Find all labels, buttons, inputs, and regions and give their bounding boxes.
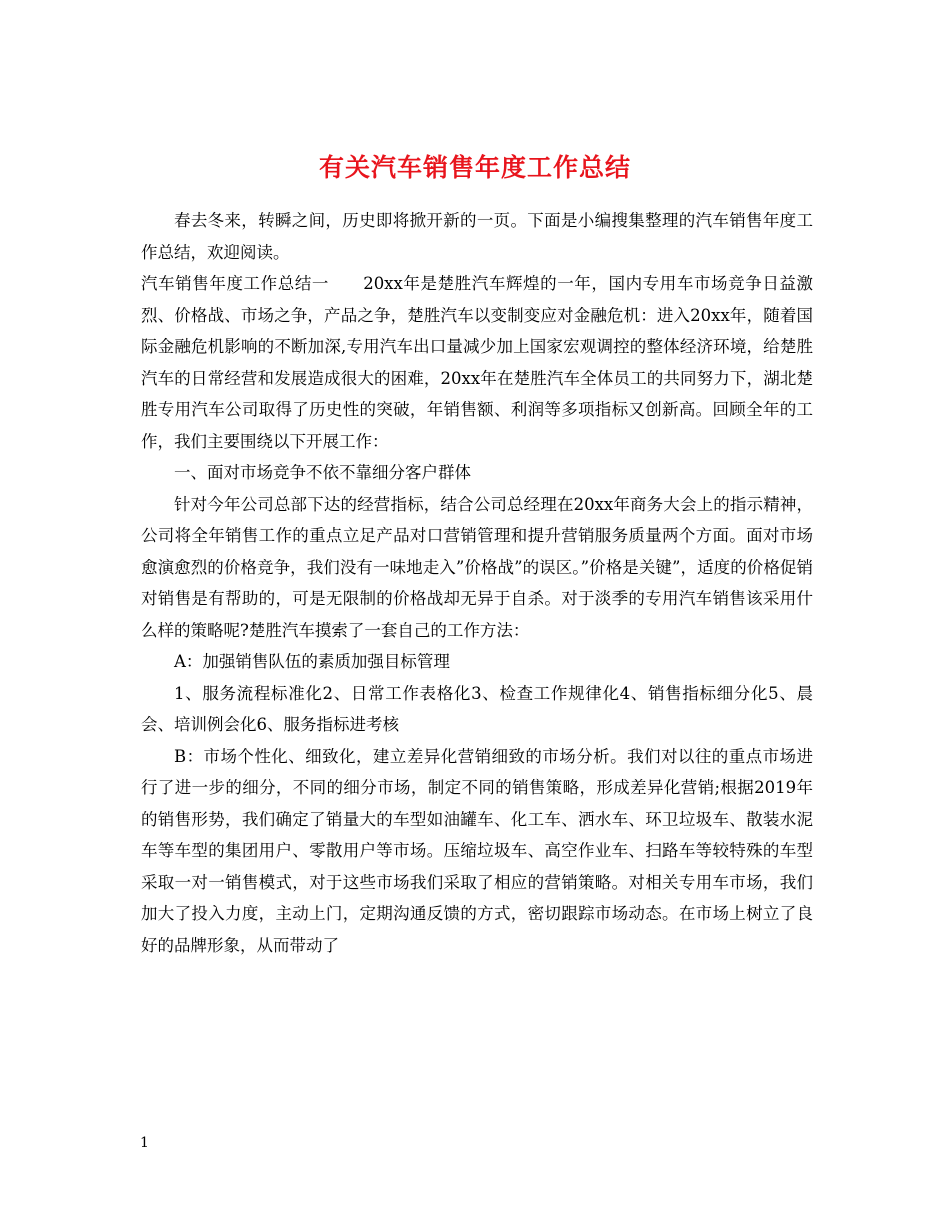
document-title: 有关汽车销售年度工作总结 [318, 152, 631, 182]
page-number: 1 [140, 1135, 149, 1151]
paragraph-b-market-differentiation: B：市场个性化、细致化，建立差异化营销细致的市场分析。我们对以往的重点市场进行了进一步的细分，不同的细分市场，制定不同的销售策略，形成差异化营销;根据2019年的销售形势，我们确定了销量大的车型如油罐车、化工车、洒水车、环卫垃圾车、散装水泥车等车型的集团用户、零散用户等市场。压缩垃圾车、高空作业车、扫路车等较特殊的车型采取一对一销售模式，对于这些市场我们采取了相应的营销策略。对相关专用车市场，我们加大了投入力度，主动上门，定期沟通反馈的方式，密切跟踪市场动态。在市场上树立了良好的品牌形象，从而带动了 [141, 746, 813, 955]
paragraph-service-standards: 1、服务流程标准化2、日常工作表格化3、检查工作规律化4、销售指标细分化5、晨会、培训例会化6、服务指标进考核 [141, 683, 813, 734]
document-body [141, 205, 813, 961]
subheading-a-team-quality: A：加强销售队伍的素质加强目标管理 [174, 652, 450, 671]
paragraph-sales-targets: 针对今年公司总部下达的经营指标，结合公司总经理在20xx年商务大会上的指示精神，公司将全年销售工作的重点立足产品对口营销管理和提升营销服务质量两个方面。面对市场愈演愈烈的价格竞争，我们没有一味地走入”价格战”的误区。”价格是关键”，适度的价格促销对销售是有帮助的，可是无限制的价格战却无异于自杀。对于淡季的专用汽车销售该采用什么样的策略呢?楚胜汽车摸索了一套自己的工作方法： [141, 494, 813, 640]
paragraph-summary-one: 汽车销售年度工作总结一 20xx年是楚胜汽车辉煌的一年，国内专用车市场竞争日益激烈、价格战、市场之争，产品之争，楚胜汽车以变制变应对金融危机：进入20xx年，随着国际金融危机影响的不断加深,专用汽车出口量减少加上国家宏观调控的整体经济环境，给楚胜汽车的日常经营和发展造成很大的困难，20xx年在楚胜汽车全体员工的共同努力下，湖北楚胜专用汽车公司取得了历史性的突破，年销售额、利润等多项指标又创新高。回顾全年的工作，我们主要围绕以下开展工作： [141, 274, 813, 451]
paragraph-intro: 春去冬来，转瞬之间，历史即将掀开新的一页。下面是小编搜集整理的汽车销售年度工作总结，欢迎阅读。 [141, 211, 813, 262]
section-heading-market-competition: 一、面对市场竞争不依不靠细分客户群体 [174, 463, 471, 482]
